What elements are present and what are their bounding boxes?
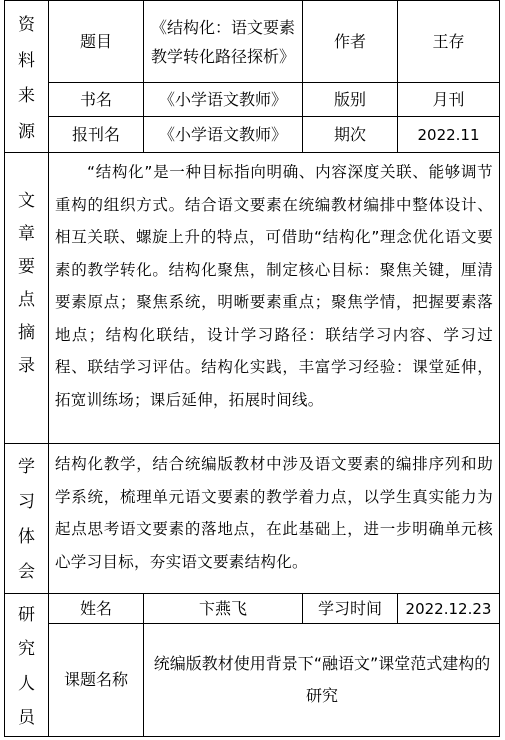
- author-value: 王存: [432, 31, 465, 51]
- journal-value: 《小学语文教师》: [158, 124, 287, 144]
- source-label-char: 资: [18, 15, 35, 35]
- experience-label-char: 习: [18, 492, 35, 512]
- title-value: 《结构化：语文要素教学转化路径探析》: [150, 17, 295, 66]
- issue-value: 2022.11: [417, 125, 480, 144]
- researcher-label-char: 员: [18, 707, 35, 728]
- experience-section-label: [5, 452, 48, 582]
- researcher-label-char: 究: [18, 639, 35, 660]
- summary-label-char: 摘: [18, 323, 35, 343]
- divider-source-summary: [4, 152, 500, 153]
- source-label-char: 源: [18, 121, 35, 142]
- name-value: 卞燕飞: [198, 598, 247, 618]
- summary-label-char: 录: [18, 356, 35, 376]
- summary-text: “结构化”是一种目标指向明确、内容深度关联、能够调节重构的组织方式。结合语文要素在统编教材编排中整体设计、相互关联、螺旋上升的特点，可借助“结构化”理念优化语文要素的教学转化。结构化聚焦，制定核心目标：聚焦关键，厘清要素原点；聚焦系统，明晰要素重点；聚焦学情，把握要素落地点；结构化联结，设计学习路径：联结学习内容、学习过程、联结学习评估。结构化实践，丰富学习经验：课堂延伸，拓宽训练场；课后延伸，拓展时间线。: [55, 163, 493, 409]
- experience-label-char: 学: [18, 457, 35, 477]
- title-label: 题目: [79, 31, 112, 51]
- researcher-label-char: 研: [18, 605, 35, 625]
- summary-label-char: 章: [18, 224, 35, 244]
- divider-summary-experience: [4, 443, 500, 444]
- book-value: 《小学语文教师》: [158, 89, 287, 109]
- table-border-bottom: [4, 736, 500, 737]
- journal-label: 报刊名: [71, 124, 120, 144]
- experience-label-char: 体: [18, 527, 35, 547]
- time-label: 学习时间: [317, 598, 382, 618]
- source-label-char: 来: [18, 86, 35, 107]
- source-label-char: 料: [18, 50, 35, 71]
- summary-label-char: 点: [18, 290, 35, 310]
- book-label: 书名: [79, 89, 112, 109]
- source-section-label: [5, 10, 48, 142]
- table-border-right: [499, 0, 500, 737]
- topic-value: 统编版教材使用背景下“融语文”课堂范式建构的研究: [153, 654, 491, 705]
- edition-value: 月刊: [432, 89, 465, 109]
- time-value: 2022.12.23: [405, 599, 492, 618]
- name-label: 姓名: [79, 598, 112, 618]
- experience-text: 结构化教学，结合统编版教材中涉及语文要素的编排序列和助学系统，梳理单元语文要素的教学着力点，以学生真实能力为起点思考语文要素的落地点，在此基础上，进一步明确单元核心学习目标，夯实语文要素结构化。: [55, 455, 493, 571]
- author-label: 作者: [333, 31, 366, 51]
- summary-section-label: [5, 186, 48, 376]
- researcher-label-char: 人: [18, 673, 35, 694]
- summary-label-char: 文: [18, 191, 35, 211]
- topic-label: 课题名称: [63, 670, 128, 689]
- edition-label: 版别: [333, 89, 366, 109]
- summary-label-char: 要: [18, 257, 35, 277]
- experience-label-char: 会: [18, 562, 35, 582]
- issue-label: 期次: [333, 124, 366, 144]
- researcher-section-label: [5, 600, 48, 728]
